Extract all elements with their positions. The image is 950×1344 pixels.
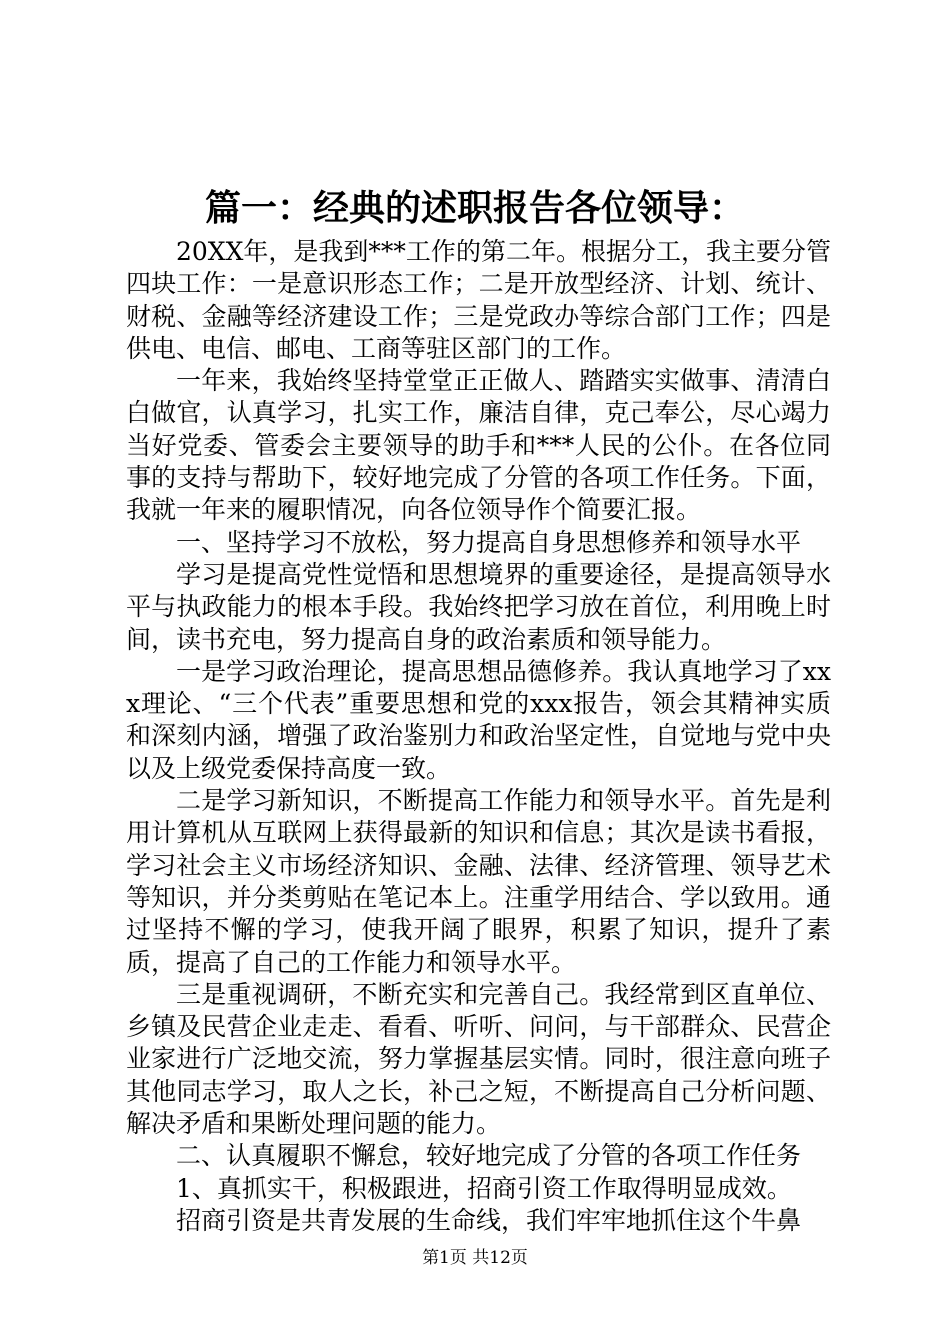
paragraph-3: 学习是提高党性觉悟和思想境界的重要途径，是提高领导水平与执政能力的根本手段。我始终把学习放在首位，利用晚上时间，读书充电，努力提高自身的政治素质和领导能力。 — [126, 559, 831, 654]
paragraph-5: 二是学习新知识，不断提高工作能力和领导水平。首先是利用计算机从互联网上获得最新的知识和信息；其次是读书看报，学习社会主义市场经济知识、金融、法律、经济管理、领导艺术等知识，并分类剪贴在笔记本上。注重学用结合、学以致用。通过坚持不懈的学习，使我开阔了眼界，积累了知识，提升了素质，提高了自己的工作能力和领导水平。 — [126, 786, 831, 977]
paragraph-4: 一是学习政治理论，提高思想品德修养。我认真地学习了xxx理论、“三个代表”重要思想和党的xxx报告，领会其精神实质和深刻内涵，增强了政治鉴别力和政治坚定性，自觉地与党中央以及上级党委保持高度一致。 — [126, 656, 831, 783]
document-body — [126, 236, 831, 1237]
section-heading-1: 一、坚持学习不放松，努力提高自身思想修养和领导水平 — [176, 527, 802, 557]
paragraph-7: 招商引资是共青发展的生命线，我们牢牢地抓住这个牛鼻 — [176, 1205, 802, 1235]
paragraph-1: 20XX年，是我到***工作的第二年。根据分工，我主要分管四块工作：一是意识形态工作；二是开放型经济、计划、统计、财税、金融等经济建设工作；三是党政办等综合部门工作；四是供电、电信、邮电、工商等驻区部门的工作。 — [126, 237, 831, 363]
paragraph-6: 三是重视调研，不断充实和完善自己。我经常到区直单位、乡镇及民营企业走走、看看、听听、问问，与干部群众、民营企业家进行广泛地交流，努力掌握基层实情。同时，很注意向班子其他同志学习，取人之长，补己之短，不断提高自己分析问题、解决矛盾和果断处理问题的能力。 — [126, 979, 831, 1139]
section-heading-2: 二、认真履职不懈怠，较好地完成了分管的各项工作任务 — [176, 1141, 802, 1171]
paragraph-2: 一年来，我始终坚持堂堂正正做人、踏踏实实做事、清清白白做官，认真学习，扎实工作，廉洁自律，克己奉公，尽心竭力当好党委、管委会主要领导的助手和***人民的公仆。在各位同事的支持与帮助下，较好地完成了分管的各项工作任务。下面，我就一年来的履职情况，向各位领导作个简要汇报。 — [126, 366, 831, 525]
document-title: 篇一：经典的述职报告各位领导： — [204, 187, 745, 229]
page-footer: 第1页 共12页 — [422, 1248, 528, 1268]
subsection-heading-1: 1、真抓实干，积极跟进，招商引资工作取得明显成效。 — [176, 1173, 792, 1203]
